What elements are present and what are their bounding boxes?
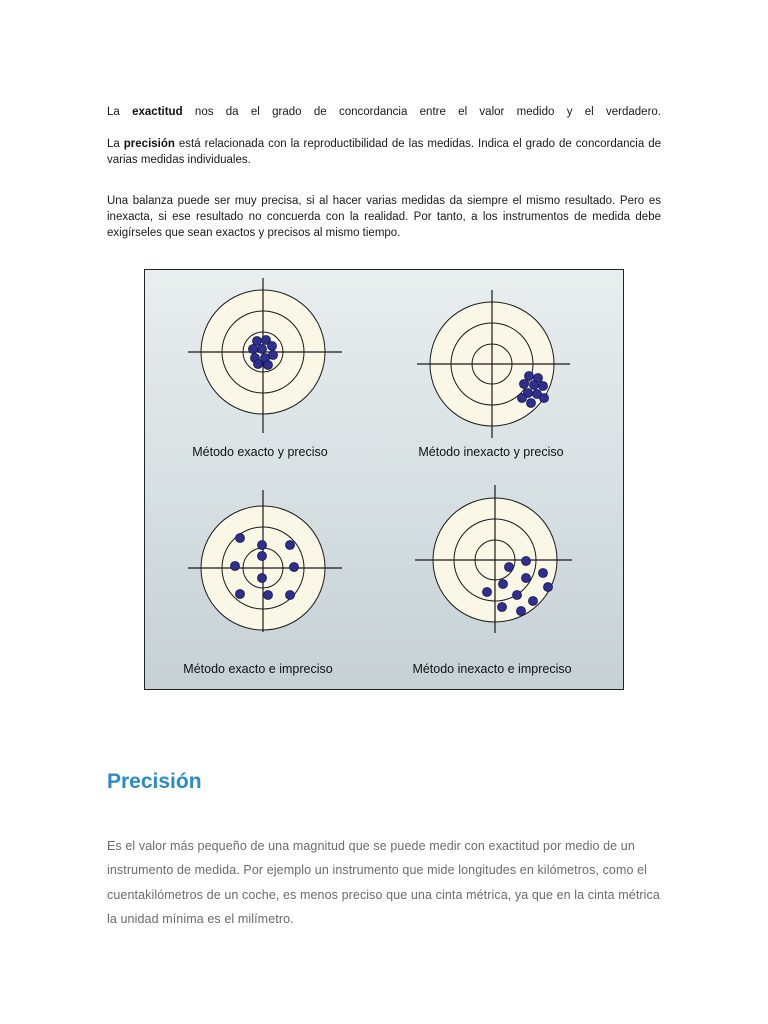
shot xyxy=(520,380,529,389)
shot xyxy=(290,563,299,572)
shot xyxy=(236,590,245,599)
target-inexacto-preciso xyxy=(417,290,570,459)
caption-exacto-preciso: Método exacto y preciso xyxy=(192,445,328,459)
shot xyxy=(483,588,492,597)
shot xyxy=(518,394,527,403)
shot xyxy=(539,569,548,578)
shot xyxy=(258,574,267,583)
shot xyxy=(253,337,262,346)
shot xyxy=(544,583,553,592)
shot xyxy=(539,382,548,391)
paragraph-precision xyxy=(107,136,661,168)
shot xyxy=(527,399,536,408)
shot xyxy=(540,394,549,403)
shot xyxy=(236,534,245,543)
caption-exacto-impreciso: Método exacto e impreciso xyxy=(183,662,333,676)
shot xyxy=(254,360,263,369)
shot xyxy=(258,552,267,561)
shot xyxy=(499,580,508,589)
shot xyxy=(522,557,531,566)
shot xyxy=(264,591,273,600)
shot xyxy=(231,562,240,571)
section-title-precision: Precisión xyxy=(107,770,202,793)
shot xyxy=(258,541,267,550)
p2-prefix: La xyxy=(107,137,124,150)
targets-diagram xyxy=(145,270,625,691)
shot xyxy=(513,591,522,600)
target-inexacto-impreciso xyxy=(412,485,572,676)
shot xyxy=(498,603,507,612)
shot xyxy=(505,563,514,572)
target-exacto-impreciso xyxy=(183,490,342,676)
caption-inexacto-preciso: Método inexacto y preciso xyxy=(418,445,564,459)
precision-definition: Es el valor más pequeño de una magnitud que se puede medir con exactitud por medio de un instrumento de medida. Por ejemplo un instrumento que mide longitudes en kilómetros, como el cuentakilómetros de un coche, es menos preciso que una cinta métrica, ya que en la cinta métrica la unidad mínima es el milímetro. xyxy=(107,838,660,926)
shot xyxy=(286,541,295,550)
shot xyxy=(268,342,277,351)
shot xyxy=(258,345,267,354)
p2-text: está relacionada con la reproductibilidad de las medidas. Indica el grado de concordancia de varias medidas individuales. xyxy=(107,137,661,166)
p1-text: nos da el grado de concordancia entre el valor medido y el verdadero. xyxy=(182,105,661,118)
term-precision: precisión xyxy=(123,137,175,150)
shot xyxy=(529,597,538,606)
caption-inexacto-impreciso: Método inexacto e impreciso xyxy=(412,662,572,676)
shot xyxy=(286,591,295,600)
paragraph-exactitud xyxy=(107,104,661,120)
paragraph-balanza: Una balanza puede ser muy precisa, si al hacer varias medidas da siempre el mismo resultado. Pero es inexacta, si ese resultado no concuerda con la realidad. Por tanto, a los instrumentos de medida debe exigírseles que sean exactos y precisos al mismo tiempo. xyxy=(107,194,661,239)
shot xyxy=(522,574,531,583)
accuracy-precision-figure xyxy=(144,269,624,690)
term-exactitud: exactitud xyxy=(132,105,183,118)
target-exacto-preciso xyxy=(188,278,342,459)
shot xyxy=(517,607,526,616)
shot xyxy=(530,381,539,390)
p1-prefix: La xyxy=(107,105,133,118)
shot xyxy=(525,372,534,381)
shot xyxy=(264,361,273,370)
shot xyxy=(249,345,258,354)
